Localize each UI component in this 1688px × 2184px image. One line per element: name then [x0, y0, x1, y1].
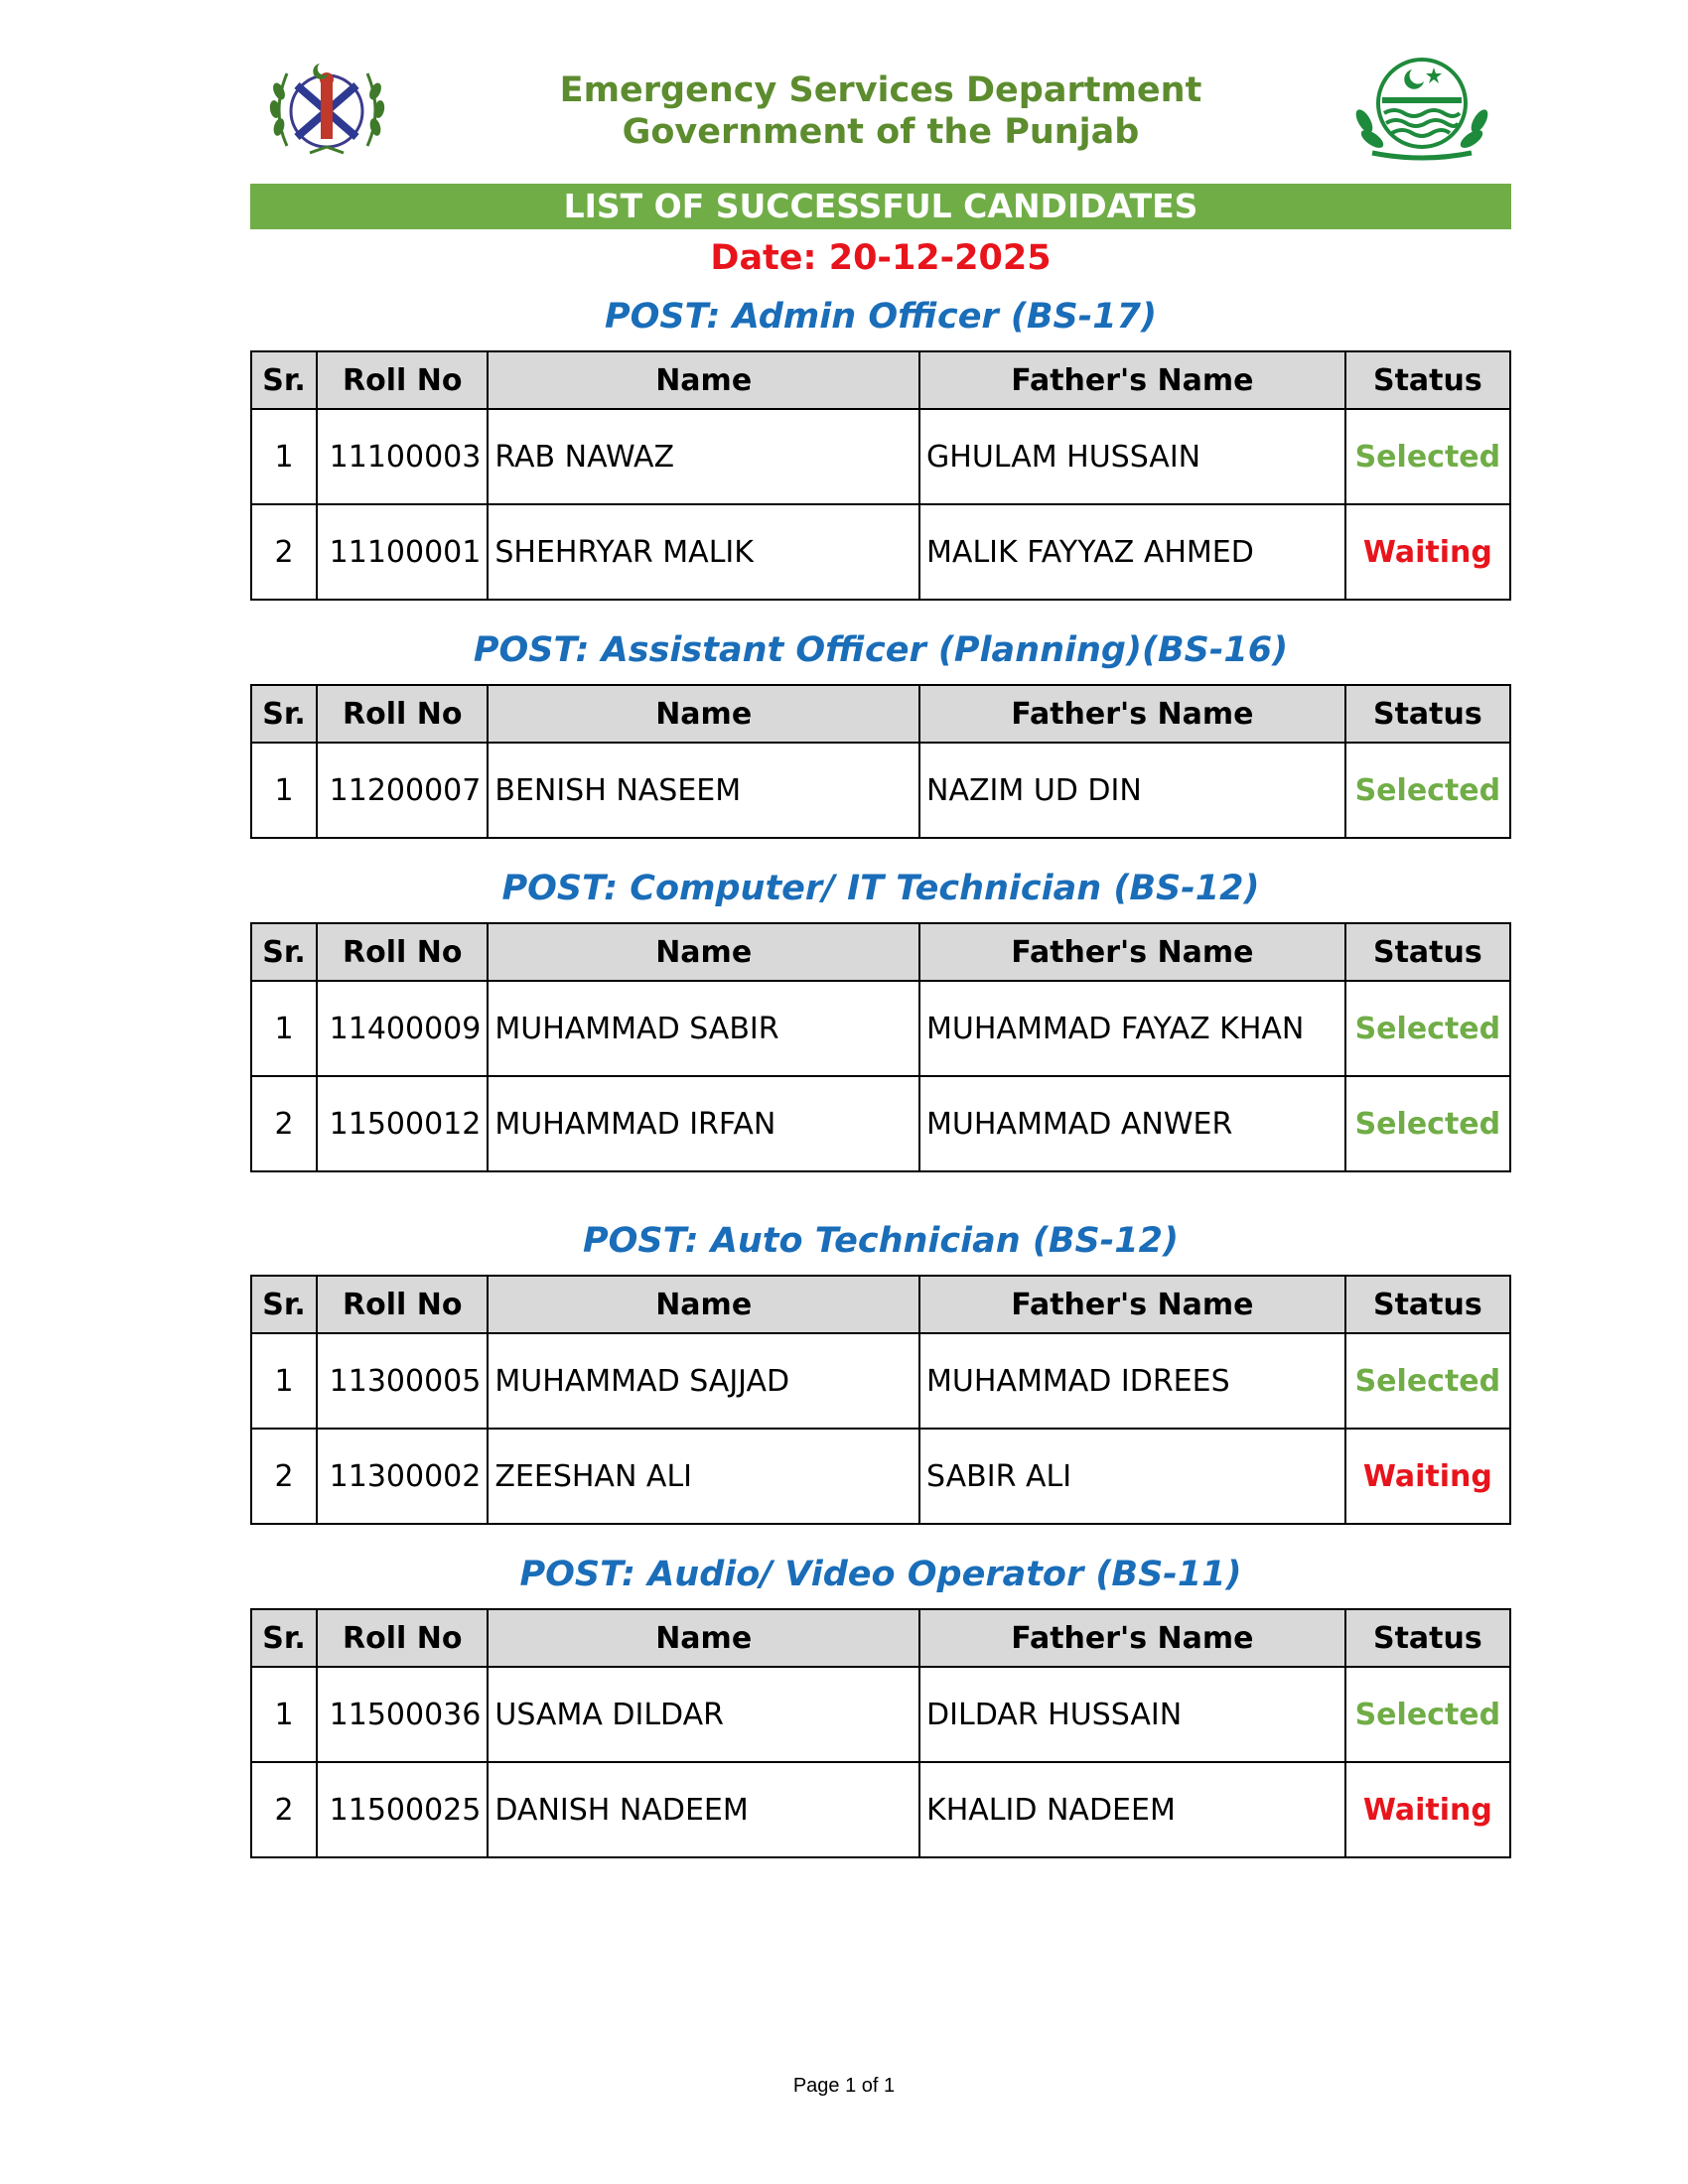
col-roll: Roll No: [317, 1276, 488, 1333]
candidates-table: [250, 1275, 1511, 1525]
cell-sr: 1: [251, 1667, 317, 1762]
col-father: Father's Name: [919, 1276, 1345, 1333]
cell-sr: 2: [251, 1429, 317, 1524]
col-sr: Sr.: [251, 685, 317, 743]
table-row: [251, 409, 1510, 504]
cell-roll: 11100003: [317, 409, 488, 504]
cell-roll: 11300005: [317, 1333, 488, 1429]
cell-name: MUHAMMAD SAJJAD: [488, 1333, 919, 1429]
candidates-table: [250, 684, 1511, 839]
document-header: [250, 52, 1511, 171]
cell-name: SHEHRYAR MALIK: [488, 504, 919, 600]
cell-status: Selected: [1345, 409, 1510, 504]
page-number: Page 1 of 1: [792, 2075, 896, 2097]
cell-father: MUHAMMAD ANWER: [919, 1076, 1345, 1171]
cell-roll: 11100001: [317, 504, 488, 600]
cell-roll: 11500036: [317, 1667, 488, 1762]
col-sr: Sr.: [251, 923, 317, 981]
cell-status: Selected: [1345, 981, 1510, 1076]
list-date: Date: 20-12-2025: [710, 238, 1052, 278]
cell-status: Selected: [1345, 1333, 1510, 1429]
list-title-banner: LIST OF SUCCESSFUL CANDIDATES: [250, 184, 1511, 229]
post-title: POST: Assistant Officer (Planning)(BS-16): [473, 630, 1289, 670]
cell-sr: 1: [251, 743, 317, 838]
table-row: [251, 1667, 1510, 1762]
col-name: Name: [488, 685, 919, 743]
cell-status: Selected: [1345, 1076, 1510, 1171]
table-header-row: [251, 351, 1510, 409]
table-row: [251, 981, 1510, 1076]
col-father: Father's Name: [919, 1609, 1345, 1667]
col-name: Name: [488, 1276, 919, 1333]
candidates-table: [250, 922, 1511, 1172]
cell-roll: 11500012: [317, 1076, 488, 1171]
col-status: Status: [1345, 685, 1510, 743]
cell-father: MUHAMMAD FAYAZ KHAN: [919, 981, 1345, 1076]
cell-roll: 11500025: [317, 1762, 488, 1857]
post-title: POST: Audio/ Video Operator (BS-11): [519, 1555, 1242, 1594]
department-line-2: Government of the Punjab: [622, 112, 1140, 152]
col-roll: Roll No: [317, 923, 488, 981]
cell-name: RAB NAWAZ: [488, 409, 919, 504]
post-title: POST: Admin Officer (BS-17): [604, 297, 1157, 337]
cell-father: GHULAM HUSSAIN: [919, 409, 1345, 504]
cell-sr: 2: [251, 504, 317, 600]
col-sr: Sr.: [251, 351, 317, 409]
cell-father: NAZIM UD DIN: [919, 743, 1345, 838]
table-header-row: [251, 1609, 1510, 1667]
cell-status: Waiting: [1345, 1762, 1510, 1857]
col-father: Father's Name: [919, 351, 1345, 409]
candidates-table: [250, 350, 1511, 601]
table-header-row: [251, 923, 1510, 981]
cell-father: DILDAR HUSSAIN: [919, 1667, 1345, 1762]
cell-sr: 2: [251, 1762, 317, 1857]
cell-roll: 11400009: [317, 981, 488, 1076]
cell-sr: 1: [251, 409, 317, 504]
table-header-row: [251, 1276, 1510, 1333]
cell-status: Waiting: [1345, 1429, 1510, 1524]
col-roll: Roll No: [317, 1609, 488, 1667]
cell-father: MUHAMMAD IDREES: [919, 1333, 1345, 1429]
cell-status: Selected: [1345, 743, 1510, 838]
cell-name: USAMA DILDAR: [488, 1667, 919, 1762]
cell-status: Waiting: [1345, 504, 1510, 600]
col-name: Name: [488, 1609, 919, 1667]
col-sr: Sr.: [251, 1276, 317, 1333]
punjab-emblem-icon: [1342, 52, 1501, 171]
col-status: Status: [1345, 351, 1510, 409]
cell-name: MUHAMMAD IRFAN: [488, 1076, 919, 1171]
table-row: [251, 1762, 1510, 1857]
col-name: Name: [488, 923, 919, 981]
table-row: [251, 1429, 1510, 1524]
post-title: POST: Auto Technician (BS-12): [583, 1221, 1179, 1261]
cell-name: ZEESHAN ALI: [488, 1429, 919, 1524]
candidates-table: [250, 1608, 1511, 1858]
table-row: [251, 743, 1510, 838]
col-roll: Roll No: [317, 685, 488, 743]
col-father: Father's Name: [919, 923, 1345, 981]
col-roll: Roll No: [317, 351, 488, 409]
col-status: Status: [1345, 923, 1510, 981]
cell-sr: 1: [251, 1333, 317, 1429]
cell-sr: 2: [251, 1076, 317, 1171]
cell-roll: 11200007: [317, 743, 488, 838]
col-status: Status: [1345, 1609, 1510, 1667]
col-sr: Sr.: [251, 1609, 317, 1667]
cell-father: MALIK FAYYAZ AHMED: [919, 504, 1345, 600]
col-name: Name: [488, 351, 919, 409]
cell-name: DANISH NADEEM: [488, 1762, 919, 1857]
col-father: Father's Name: [919, 685, 1345, 743]
cell-father: SABIR ALI: [919, 1429, 1345, 1524]
post-title: POST: Computer/ IT Technician (BS-12): [501, 869, 1260, 908]
cell-sr: 1: [251, 981, 317, 1076]
cell-status: Selected: [1345, 1667, 1510, 1762]
table-row: [251, 1076, 1510, 1171]
department-name: [250, 69, 1511, 153]
cell-name: BENISH NASEEM: [488, 743, 919, 838]
department-line-1: Emergency Services Department: [559, 70, 1202, 110]
cell-roll: 11300002: [317, 1429, 488, 1524]
table-row: [251, 1333, 1510, 1429]
cell-name: MUHAMMAD SABIR: [488, 981, 919, 1076]
table-header-row: [251, 685, 1510, 743]
cell-father: KHALID NADEEM: [919, 1762, 1345, 1857]
col-status: Status: [1345, 1276, 1510, 1333]
table-row: [251, 504, 1510, 600]
